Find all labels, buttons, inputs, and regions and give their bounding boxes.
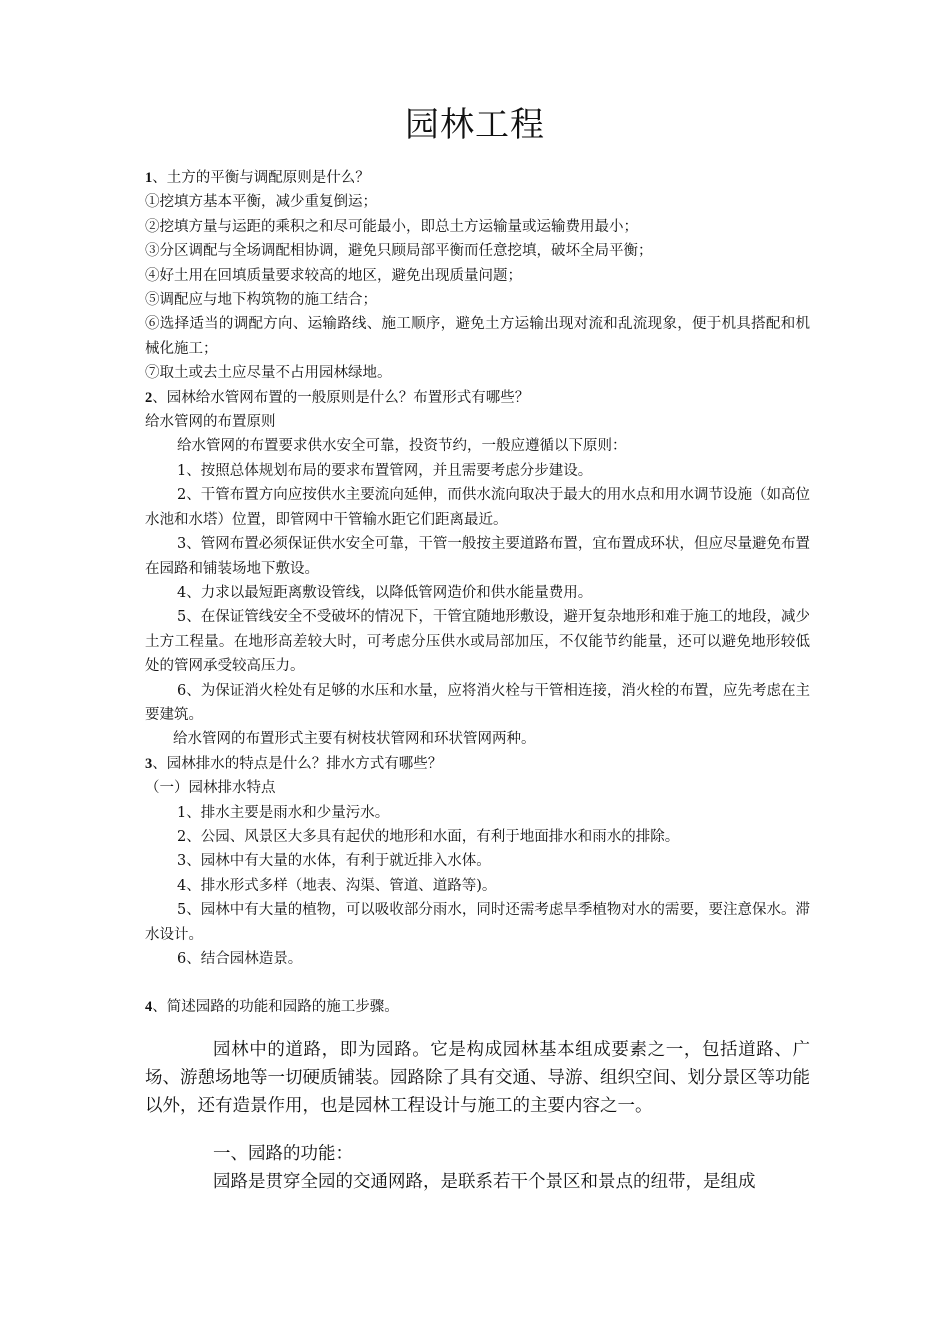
q2-item-5: 5、在保证管线安全不受破坏的情况下，干管宜随地形敷设，避开复杂地形和难于施工的地段，减少土方工程量。在地形高差较大时，可考虑分压供水或局部加压，不仅能节约能量，还可以避免地形较低处的管网承受较高压力。 (145, 609, 810, 675)
q4-paragraph-1: 园林中的道路，即为园路。它是构成园林基本组成要素之一，包括道路、广场、游憩场地等一切硬质铺装。园路除了具有交通、导游、组织空间、划分景区等功能以外，还有造景作用，也是园林工程设计与施工的主要内容之一。 (145, 1039, 810, 1116)
q2-item-2: 2、干管布置方向应按供水主要流向延伸，而供水流向取决于最大的用水点和用水调节设施（如高位水池和水塔）位置，即管网中干管输水距它们距离最近。 (145, 487, 810, 528)
question-3-heading (145, 752, 810, 776)
q1-item-4: ④好土用在回填质量要求较高的地区，避免出现质量问题； (145, 267, 522, 284)
question-4-heading (145, 995, 810, 1019)
q2-item-4: 4、力求以最短距离敷设管线，以降低管网造价和供水能量费用。 (177, 584, 593, 601)
q1-item-5: ⑤调配应与地下构筑物的施工结合； (145, 292, 377, 309)
spacer (145, 1120, 810, 1140)
q3-subheading: （一）园林排水特点 (145, 780, 276, 797)
document-body (145, 166, 810, 1196)
q4-subheading-1: 一、园路的功能： (213, 1143, 353, 1164)
q2-conclusion: 给水管网的布置形式主要有树枝状管网和环状管网两种。 (173, 731, 536, 748)
question-number: 3 (145, 755, 153, 772)
question-text: 、园林排水的特点是什么？排水方式有哪些？ (152, 755, 443, 772)
q1-item-1: ①挖填方基本平衡，减少重复倒运； (145, 194, 377, 211)
q3-item-6: 6、结合园林造景。 (177, 951, 303, 967)
q4-paragraph-2: 园路是贯穿全园的交通网路，是联系若干个景区和景点的纽带，是组成 (213, 1171, 756, 1192)
q2-item-3: 3、管网布置必须保证供水安全可靠，干管一般按主要道路布置，宜布置成环状，但应尽量避免布置在园路和铺装场地下敷设。 (145, 536, 810, 577)
question-1-heading (145, 166, 810, 190)
q2-intro: 给水管网的布置要求供水安全可靠，投资节约，一般应遵循以下原则： (177, 438, 627, 455)
question-text: 、土方的平衡与调配原则是什么？ (152, 170, 370, 186)
q1-item-6: ⑥选择适当的调配方向、运输路线、施工顺序，避免土方运输出现对流和乱流现象，便于机具搭配和机械化施工； (145, 316, 810, 357)
question-number: 1 (145, 170, 153, 186)
q3-item-5: 5、园林中有大量的植物，可以吸收部分雨水，同时还需考虑旱季植物对水的需要，要注意保水。滞水设计。 (145, 902, 810, 943)
q2-item-1: 1、按照总体规划布局的要求布置管网，并且需要考虑分步建设。 (177, 462, 593, 479)
q3-item-4: 4、排水形式多样（地表、沟渠、管道、道路等)。 (177, 877, 497, 894)
q1-item-7: ⑦取土或去土应尽量不占用园林绿地。 (145, 365, 392, 382)
spacer (145, 971, 810, 995)
question-2-heading (145, 386, 810, 410)
spacer (145, 1020, 810, 1036)
q3-item-1: 1、排水主要是雨水和少量污水。 (177, 804, 390, 821)
question-number: 4 (145, 999, 153, 1016)
question-number: 2 (145, 389, 153, 406)
q3-item-2: 2、公园、风景区大多具有起伏的地形和水面，有利于地面排水和雨水的排除。 (177, 828, 680, 845)
q3-item-3: 3、园林中有大量的水体，有利于就近排入水体。 (177, 853, 491, 870)
q1-item-3: ③分区调配与全场调配相协调，避免只顾局部平衡而任意挖填，破坏全局平衡； (145, 243, 653, 260)
q1-item-2: ②挖填方量与运距的乘积之和尽可能最小，即总土方运输量或运输费用最小； (145, 218, 638, 235)
question-text: 、简述园路的功能和园路的施工步骤。 (152, 999, 399, 1016)
document-title: 园林工程 (405, 105, 545, 145)
question-text: 、园林给水管网布置的一般原则是什么？布置形式有哪些？ (152, 389, 530, 406)
q2-item-6: 6、为保证消火栓处有足够的水压和水量，应将消火栓与干管相连接，消火栓的布置，应先考虑在主要建筑。 (145, 682, 810, 723)
q2-subheading: 给水管网的布置原则 (145, 414, 276, 431)
